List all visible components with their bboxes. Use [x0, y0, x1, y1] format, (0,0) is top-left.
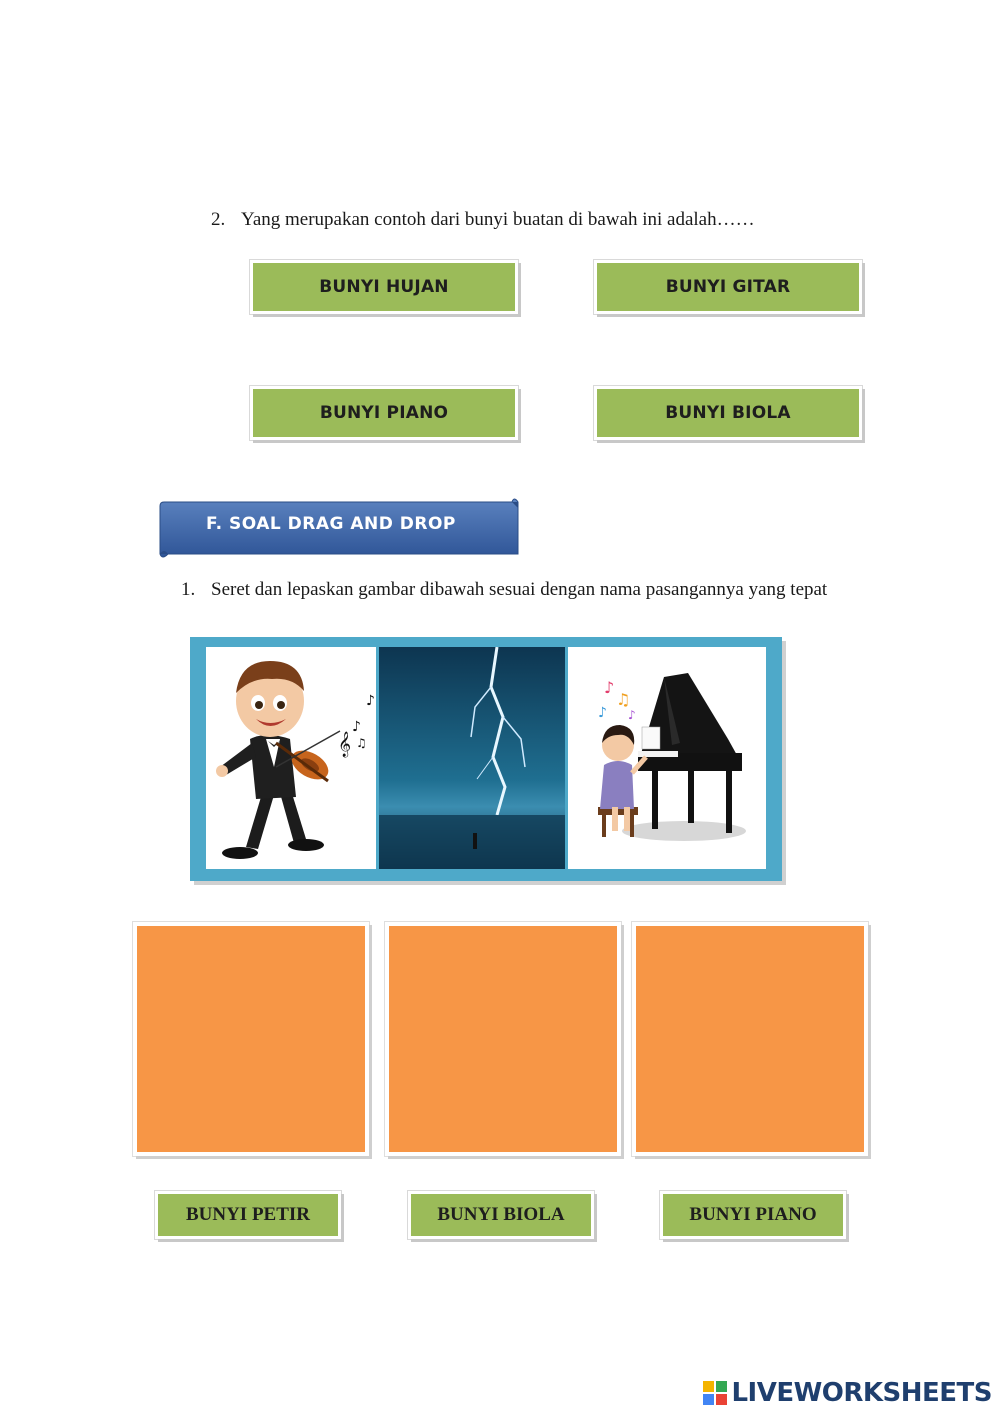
option-bunyi-hujan[interactable]: BUNYI HUJAN: [250, 260, 518, 314]
svg-text:♪: ♪: [352, 719, 361, 735]
drop-zone-2[interactable]: [385, 922, 621, 1156]
section-title: F. SOAL DRAG AND DROP: [206, 514, 456, 534]
piano-girl-icon: [568, 647, 766, 869]
lightning-image[interactable]: [379, 647, 565, 869]
question-1-number: 1.: [181, 579, 196, 600]
label-bunyi-piano[interactable]: BUNYI PIANO: [660, 1191, 846, 1239]
violin-boy-icon: [206, 647, 376, 869]
option-bunyi-biola[interactable]: BUNYI BIOLA: [594, 386, 862, 440]
drop-zone-3[interactable]: [632, 922, 868, 1156]
option-bunyi-gitar[interactable]: BUNYI GITAR: [594, 260, 862, 314]
svg-text:♪: ♪: [628, 708, 636, 722]
question-2-text: [211, 208, 755, 232]
svg-text:♪: ♪: [598, 705, 607, 721]
drop-zone-1[interactable]: [133, 922, 369, 1156]
violin-image[interactable]: [206, 647, 376, 869]
question-1-text: [181, 578, 827, 602]
svg-text:♪: ♪: [366, 693, 375, 709]
svg-text:♫: ♫: [356, 736, 367, 750]
brand-name: LIVEWORKSHEETS: [731, 1378, 992, 1408]
piano-image[interactable]: [568, 647, 766, 869]
question-2-number: 2.: [211, 209, 226, 230]
option-bunyi-piano[interactable]: BUNYI PIANO: [250, 386, 518, 440]
image-strip: [190, 637, 782, 881]
liveworksheets-mark-icon: [703, 1381, 727, 1405]
section-banner: [158, 498, 520, 558]
lightning-icon: [379, 647, 565, 869]
svg-text:♫: ♫: [616, 690, 631, 709]
question-2-prompt: Yang merupakan contoh dari bunyi buatan di bawah ini adalah……: [241, 209, 755, 230]
svg-text:♪: ♪: [604, 678, 615, 697]
question-1-prompt: Seret dan lepaskan gambar dibawah sesuai dengan nama pasangannya yang tepat: [211, 579, 828, 600]
label-bunyi-petir[interactable]: BUNYI PETIR: [155, 1191, 341, 1239]
svg-text:𝄞: 𝄞: [338, 732, 352, 757]
label-bunyi-biola[interactable]: BUNYI BIOLA: [408, 1191, 594, 1239]
liveworksheets-logo: [703, 1376, 992, 1410]
